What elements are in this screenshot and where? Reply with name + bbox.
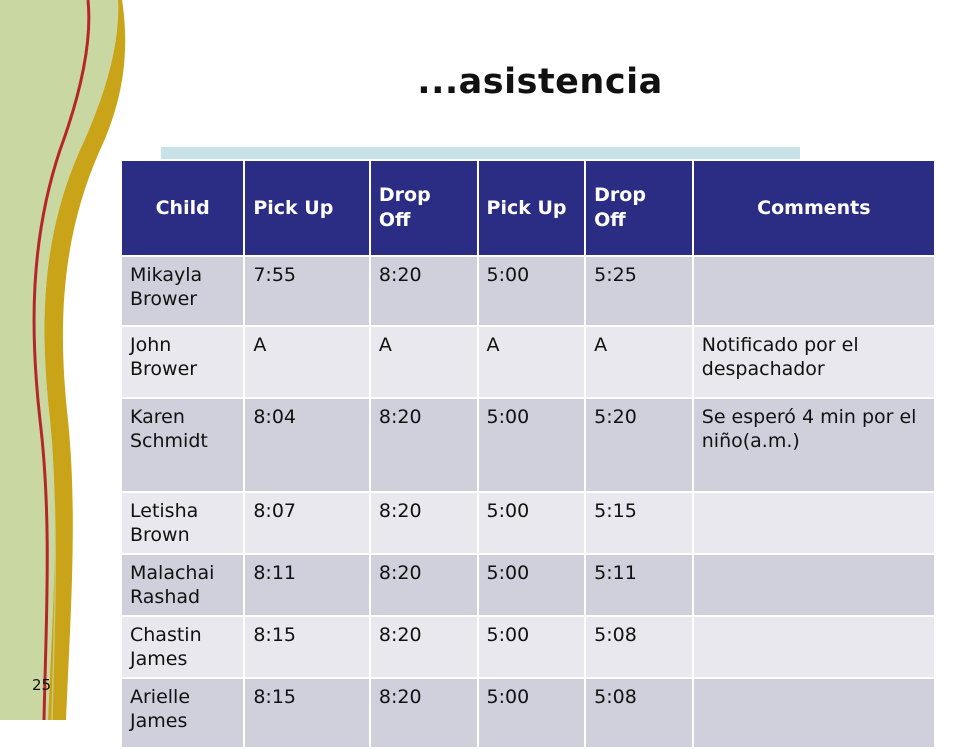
cell-drop-off-am: 8:20 xyxy=(370,554,478,616)
cell-child: Karen Schmidt xyxy=(121,398,244,492)
cell-comments xyxy=(693,616,935,678)
table-row xyxy=(121,554,935,616)
cell-pick-up-am: 8:15 xyxy=(244,678,370,748)
table-row xyxy=(121,678,935,748)
cell-pick-up-pm: 5:00 xyxy=(478,256,586,326)
table-header-row xyxy=(121,160,935,256)
attendance-table xyxy=(120,159,936,749)
slide-title: ...asistencia xyxy=(417,62,663,102)
table-row xyxy=(121,492,935,554)
cell-drop-off-am: A xyxy=(370,326,478,398)
cell-pick-up-am: A xyxy=(244,326,370,398)
cell-comments: Se esperó 4 min por el niño(a.m.) xyxy=(693,398,935,492)
header-pick-up-am: Pick Up xyxy=(244,160,370,256)
cell-pick-up-pm: 5:00 xyxy=(478,554,586,616)
cell-child: Malachai Rashad xyxy=(121,554,244,616)
header-drop-off-pm: Drop Off xyxy=(585,160,693,256)
cell-pick-up-pm: 5:00 xyxy=(478,678,586,748)
header-child: Child xyxy=(121,160,244,256)
cell-drop-off-am: 8:20 xyxy=(370,398,478,492)
header-pick-up-pm: Pick Up xyxy=(478,160,586,256)
cell-drop-off-am: 8:20 xyxy=(370,616,478,678)
cell-pick-up-am: 8:04 xyxy=(244,398,370,492)
cell-child: Chastin James xyxy=(121,616,244,678)
table-row xyxy=(121,326,935,398)
table-row xyxy=(121,256,935,326)
cell-pick-up-pm: A xyxy=(478,326,586,398)
cell-pick-up-am: 8:11 xyxy=(244,554,370,616)
table-row xyxy=(121,398,935,492)
side-decoration xyxy=(0,0,130,720)
cell-pick-up-am: 8:07 xyxy=(244,492,370,554)
cell-comments xyxy=(693,678,935,748)
cell-comments xyxy=(693,554,935,616)
table-row xyxy=(121,616,935,678)
cell-drop-off-am: 8:20 xyxy=(370,256,478,326)
cell-drop-off-am: 8:20 xyxy=(370,492,478,554)
cell-pick-up-am: 7:55 xyxy=(244,256,370,326)
cell-drop-off-pm: A xyxy=(585,326,693,398)
cell-drop-off-pm: 5:20 xyxy=(585,398,693,492)
header-drop-off-am: Drop Off xyxy=(370,160,478,256)
cell-pick-up-am: 8:15 xyxy=(244,616,370,678)
cell-drop-off-am: 8:20 xyxy=(370,678,478,748)
header-comments: Comments xyxy=(693,160,935,256)
cell-drop-off-pm: 5:15 xyxy=(585,492,693,554)
cell-drop-off-pm: 5:25 xyxy=(585,256,693,326)
cell-pick-up-pm: 5:00 xyxy=(478,492,586,554)
cell-drop-off-pm: 5:11 xyxy=(585,554,693,616)
cell-comments xyxy=(693,492,935,554)
cell-child: Letisha Brown xyxy=(121,492,244,554)
cell-pick-up-pm: 5:00 xyxy=(478,616,586,678)
cell-comments: Notificado por el despachador xyxy=(693,326,935,398)
cell-comments xyxy=(693,256,935,326)
cell-pick-up-pm: 5:00 xyxy=(478,398,586,492)
slide-number: 25 xyxy=(32,676,52,694)
cell-drop-off-pm: 5:08 xyxy=(585,616,693,678)
cell-drop-off-pm: 5:08 xyxy=(585,678,693,748)
cell-child: John Brower xyxy=(121,326,244,398)
cell-child: Arielle James xyxy=(121,678,244,748)
cell-child: Mikayla Brower xyxy=(121,256,244,326)
